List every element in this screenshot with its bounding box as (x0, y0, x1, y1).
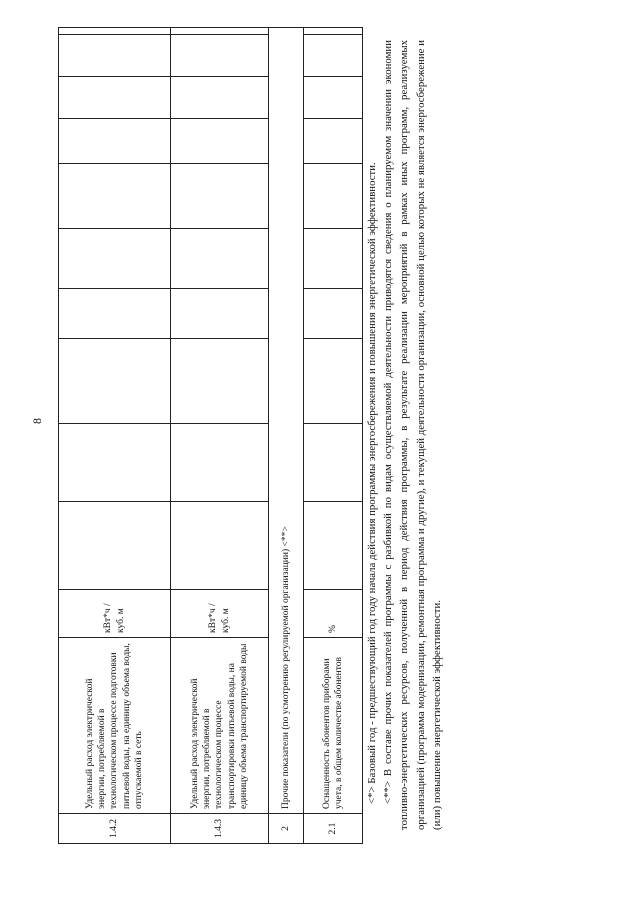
table-row (59, 28, 171, 844)
empty-cell (59, 28, 171, 35)
empty-cell (171, 502, 269, 590)
empty-cell (171, 28, 269, 35)
empty-cell (304, 35, 363, 77)
empty-cell (304, 77, 363, 119)
table-row (171, 28, 269, 844)
empty-cell (304, 164, 363, 229)
footnotes (364, 40, 445, 830)
page-number: 8 (30, 418, 44, 424)
empty-cell (171, 164, 269, 229)
row-number: 2 (269, 814, 304, 844)
empty-cell (59, 164, 171, 229)
empty-cell (59, 229, 171, 289)
unit-cell: кВт*ч / куб. м (59, 590, 171, 638)
empty-cell (171, 229, 269, 289)
table-row (304, 28, 363, 844)
empty-cell (304, 502, 363, 590)
row-number: 1.4.2 (59, 814, 171, 844)
empty-cell (304, 339, 363, 424)
row-number: 2.1 (304, 814, 363, 844)
empty-cell (304, 119, 363, 164)
empty-cell (304, 289, 363, 339)
empty-cell (171, 77, 269, 119)
empty-cell (59, 77, 171, 119)
empty-cell (171, 289, 269, 339)
indicator-name: Оснащенность абонентов приборами учета, в общем количестве абонентов (304, 638, 363, 814)
empty-cell (59, 289, 171, 339)
empty-cell (304, 28, 363, 35)
indicators-table (58, 27, 363, 844)
empty-cell (171, 339, 269, 424)
unit-cell: кВт*ч / куб. м (171, 590, 269, 638)
empty-cell (171, 35, 269, 77)
unit-cell: % (304, 590, 363, 638)
footnote-base-year: <*> Базовый год - предшествующий год году начала действия программы энергосбережения и повышения энергетической эффективности. (366, 162, 378, 804)
row-number: 1.4.3 (171, 814, 269, 844)
empty-cell (59, 339, 171, 424)
empty-cell (171, 119, 269, 164)
indicator-name: Удельный расход электрической энергии, потребляемой в технологическом процессе транспортировки питьевой воды, на единицу объема транспортируемой воды (171, 638, 269, 814)
empty-cell (59, 119, 171, 164)
section-row (269, 28, 304, 844)
empty-cell (59, 35, 171, 77)
empty-cell (304, 424, 363, 502)
empty-cell (59, 502, 171, 590)
section-heading: Прочие показатели (по усмотрению регулируемой организации) <**> (269, 28, 304, 814)
indicator-name: Удельный расход электрической энергии, потребляемой в технологическом процессе подготовки питьевой воды, на единицу объема воды, отпускаемой в сеть (59, 638, 171, 814)
rotated-page-content (58, 28, 482, 844)
empty-cell (171, 424, 269, 502)
empty-cell (304, 229, 363, 289)
empty-cell (59, 424, 171, 502)
footnote-other-indicators: <**> В составе прочих показателей программы с разбивкой по видам осуществляемой деятельности приводятся сведения о планируемом значении экономии топливно-энергетических ресурсов, полученной в период действия программы, в результате реализации мероприятий в рамках иных программ, реализуемых организацией (программа модернизации, ремонтная программа и другие), и текущей деятельности организации, основной целью которых не является энергосбережение и (или) повышение энергетической эффективности. (382, 40, 443, 830)
